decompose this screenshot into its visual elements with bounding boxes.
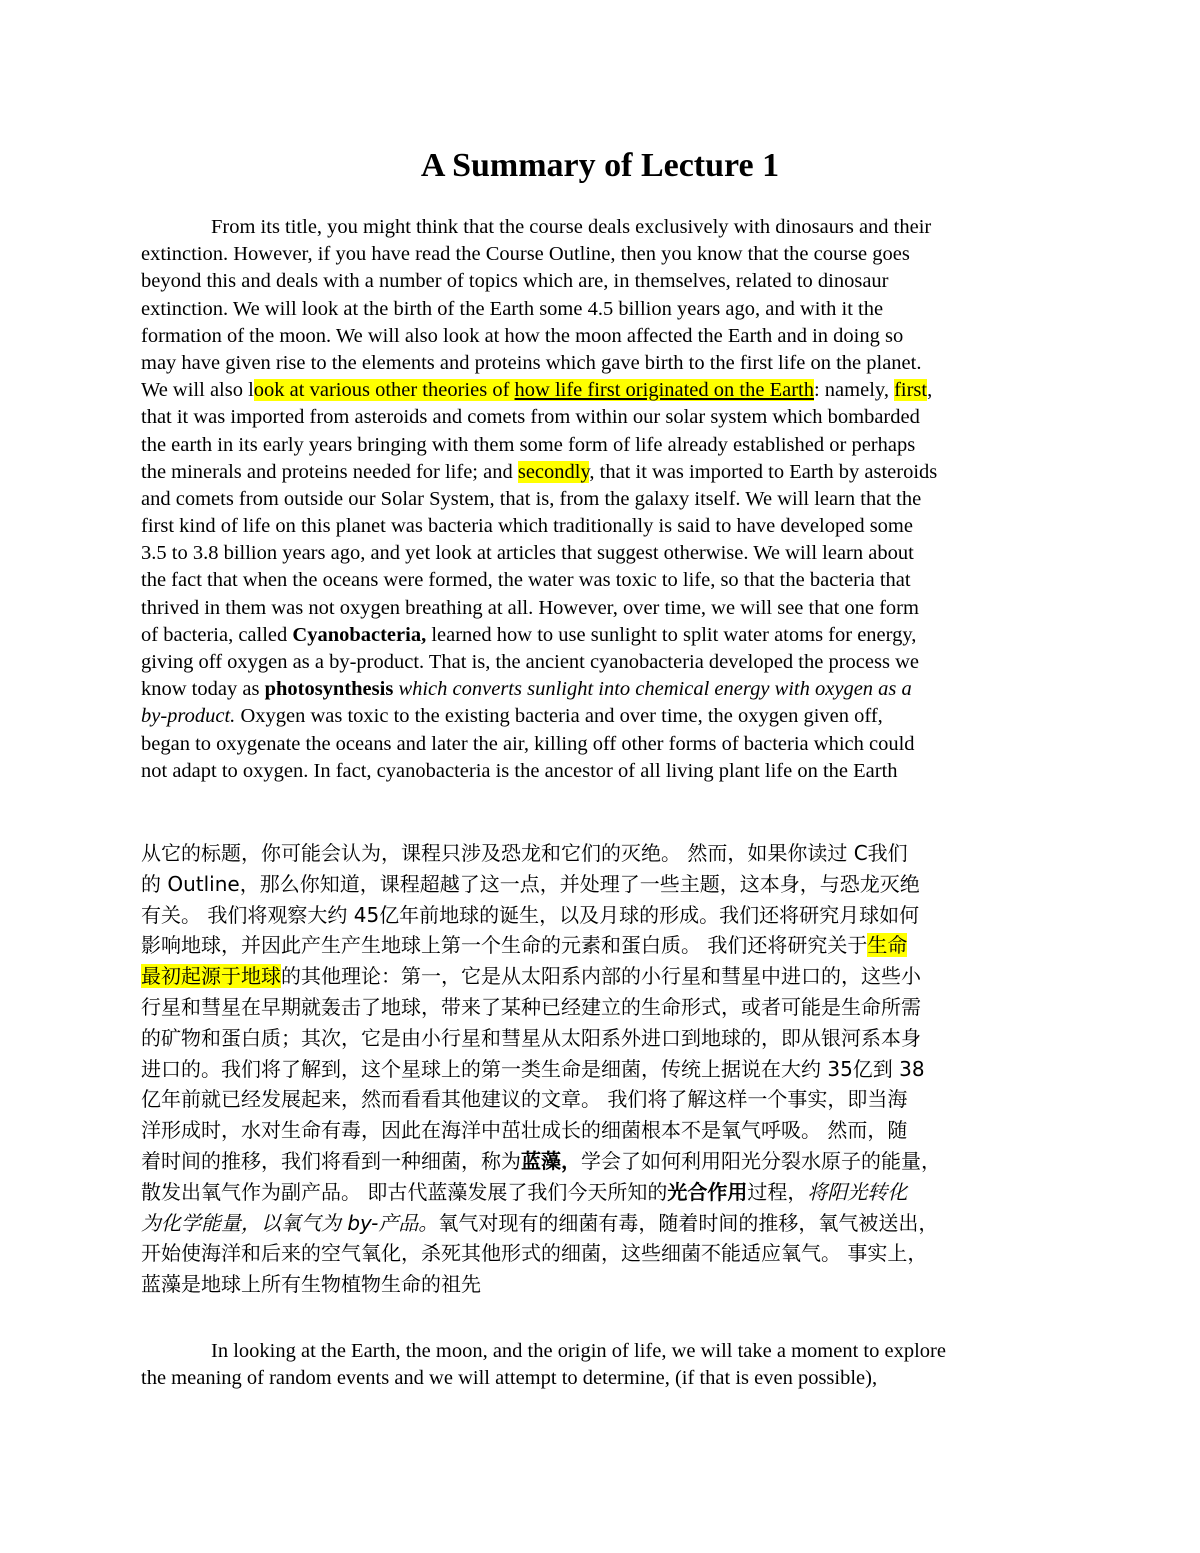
- text-line: 蓝藻是地球上所有生物植物生命的祖先: [141, 1272, 481, 1297]
- text-line: extinction. However, if you have read the Course Outline, then you know that the course goes: [141, 243, 910, 266]
- highlighted-underlined-text: how life first originated on the Earth: [514, 379, 814, 402]
- text-segment: ,: [927, 379, 933, 402]
- text-segment: : namely,: [813, 379, 895, 402]
- text-line: 进口的。我们将了解到，这个星球上的第一类生命是细菌，传统上据说在大约 35亿到 38: [141, 1056, 925, 1081]
- paragraph-english-1: [141, 214, 1076, 785]
- text-segment: 散发出氧气作为副产品。 即古代蓝藻发展了我们今天所知的: [141, 1179, 668, 1204]
- text-segment: 过程，: [747, 1179, 808, 1204]
- italic-text: which converts sunlight into chemical energy with oxygen as a: [393, 678, 912, 701]
- text-line: not adapt to oxygen. In fact, cyanobacteria is the ancestor of all living plant life on the Earth: [141, 759, 898, 782]
- bold-term: Cyanobacteria,: [292, 623, 427, 646]
- text-segment: learned how to use sunlight to split water atoms for energy,: [426, 623, 917, 646]
- paragraph-chinese: [141, 838, 1076, 1300]
- text-line: 有关。 我们将观察大约 45亿年前地球的诞生，以及月球的形成。我们还将研究月球如何: [141, 902, 920, 927]
- bold-term: 蓝藻，: [521, 1148, 581, 1173]
- highlighted-text: 最初起源于地球: [141, 964, 281, 989]
- bold-term: 光合作用: [667, 1179, 748, 1204]
- text-segment: know today as: [141, 678, 265, 701]
- text-line: In looking at the Earth, the moon, and the origin of life, we will take a moment to explore: [211, 1340, 946, 1362]
- text-line: formation of the moon. We will also look at how the moon affected the Earth and in doing so: [141, 324, 904, 347]
- text-line: and comets from outside our Solar System, that is, from the galaxy itself. We will learn that the: [141, 487, 922, 510]
- text-line: began to oxygenate the oceans and later the air, killing off other forms of bacteria which could: [141, 732, 915, 755]
- highlighted-text: first: [894, 379, 928, 402]
- text-line: [141, 622, 1076, 649]
- text-line: thrived in them was not oxygen breathing at all. However, over time, we will see that one form: [141, 596, 919, 619]
- text-line: 亿年前就已经发展起来，然而看看其他建议的文章。 我们将了解这样一个事实，即当海: [141, 1087, 908, 1112]
- text-segment: 的其他理论：第一，它是从太阳系内部的小行星和彗星中进口的，这些小: [281, 964, 921, 989]
- highlighted-text: ook at various other theories of: [253, 379, 515, 402]
- text-segment: Oxygen was toxic to the existing bacteria and over time, the oxygen given off,: [235, 705, 883, 728]
- text-segment: 影响地球，并因此产生产生地球上第一个生命的元素和蛋白质。 我们还将研究关于: [141, 933, 868, 958]
- text-line: the fact that when the oceans were formed, the water was toxic to life, so that the bacteria that: [141, 569, 911, 592]
- text-segment: 氧气对现有的细菌有毒，随着时间的推移，氧气被送出，: [438, 1210, 939, 1235]
- text-line: 开始使海洋和后来的空气氧化，杀死其他形式的细菌，这些细菌不能适应氧气。 事实上，: [141, 1241, 928, 1266]
- text-line: [141, 377, 1076, 404]
- italic-text: 将阳光转化: [807, 1179, 908, 1204]
- text-segment: 着时间的推移，我们将看到一种细菌，称为: [141, 1148, 521, 1173]
- text-line: 洋形成时，水对生命有毒，因此在海洋中茁壮成长的细菌根本不是氧气呼吸。 然而，随: [141, 1118, 908, 1143]
- text-segment: the minerals and proteins needed for life; and: [141, 460, 518, 483]
- text-line: 从它的标题，你可能会认为，课程只涉及恐龙和它们的灭绝。 然而，如果你读过 C我们: [141, 841, 908, 865]
- text-line: that it was imported from asteroids and comets from within our solar system which bombarded: [141, 406, 920, 429]
- text-line: may have given rise to the elements and proteins which gave birth to the first life on the planet.: [141, 351, 922, 374]
- page-title: A Summary of Lecture 1: [420, 147, 780, 184]
- text-line: beyond this and deals with a number of topics which are, in themselves, related to dinosaur: [141, 270, 889, 293]
- text-line: 行星和彗星在早期就轰击了地球，带来了某种已经建立的生命形式，或者可能是生命所需: [141, 994, 921, 1019]
- text-line: [141, 1208, 1076, 1239]
- paragraph-english-2: [141, 1338, 1076, 1392]
- text-line: 的矿物和蛋白质；其次，它是由小行星和彗星从太阳系外进口到地球的，即从银河系本身: [141, 1025, 921, 1050]
- italic-text: 为化学能量，以氧气为 by-产品。: [141, 1210, 439, 1235]
- text-segment: , that it was imported to Earth by asteroids: [589, 460, 938, 483]
- text-segment: 学会了如何利用阳光分裂水原子的能量，: [581, 1148, 941, 1173]
- text-segment: of bacteria, called: [141, 623, 293, 646]
- italic-text: by-product.: [141, 705, 236, 728]
- text-line: [141, 930, 1076, 961]
- text-line: 的 Outline，那么你知道，课程超越了这一点，并处理了一些主题，这本身，与恐龙灭绝: [141, 871, 920, 896]
- text-line: 3.5 to 3.8 billion years ago, and yet look at articles that suggest otherwise. We will learn about: [141, 542, 914, 565]
- text-line: giving off oxygen as a by-product. That is, the ancient cyanobacteria developed the process we: [141, 651, 919, 673]
- text-line: [141, 459, 1076, 486]
- text-line: From its title, you might think that the course deals exclusively with dinosaurs and their: [211, 216, 932, 238]
- text-line: first kind of life on this planet was bacteria which traditionally is said to have developed some: [141, 515, 913, 538]
- highlighted-text: secondly: [517, 460, 590, 483]
- text-line: [141, 961, 1076, 992]
- text-line: the meaning of random events and we will attempt to determine, (if that is even possible),: [141, 1367, 878, 1390]
- text-line: [141, 676, 1076, 703]
- text-line: extinction. We will look at the birth of the Earth some 4.5 billion years ago, and with it the: [141, 297, 884, 320]
- bold-term: photosynthesis: [264, 678, 394, 701]
- text-segment: We will also l: [141, 379, 254, 402]
- text-line: [141, 1177, 1076, 1208]
- highlighted-text: 生命: [867, 933, 908, 958]
- text-line: [141, 1146, 1076, 1177]
- text-line: the earth in its early years bringing with them some form of life already established or perhaps: [141, 433, 916, 456]
- text-line: [141, 703, 1076, 730]
